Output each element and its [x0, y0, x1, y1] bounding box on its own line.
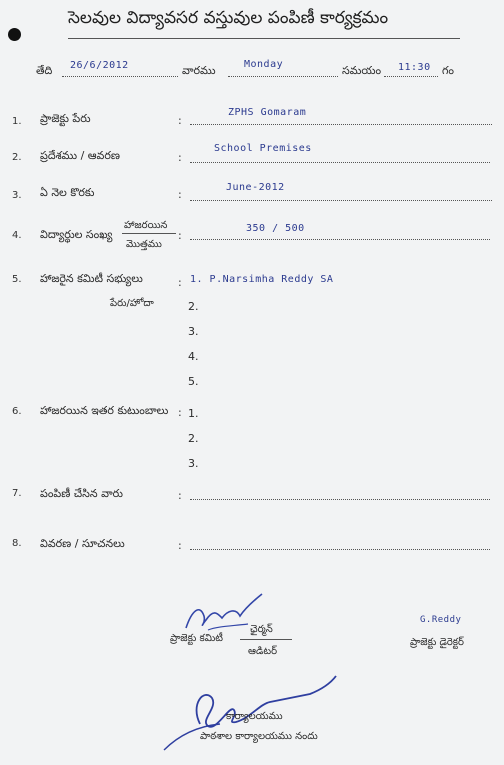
time-suffix: గం — [442, 64, 454, 77]
day-line — [228, 76, 338, 77]
field-6-label: హాజరయిన ఇతర కుటుంబాలు — [40, 404, 169, 417]
field-5-colon: : — [178, 276, 182, 289]
chairman-label: ఛైర్మన్ — [250, 624, 273, 635]
committee-label: ప్రాజెక్టు కమిటీ — [170, 633, 223, 644]
office-sublabel: పాఠశాల కార్యాలయము నందు — [200, 731, 318, 742]
date-line — [62, 76, 178, 77]
field-8-line — [190, 549, 490, 550]
field-4-label: విద్యార్థుల సంఖ్య — [40, 228, 113, 241]
field-4-value: 350 / 500 — [246, 223, 305, 234]
field-7-label: పంపిణీ చేసిన వారు — [40, 487, 123, 500]
field-2-line — [190, 162, 490, 163]
title-underline — [68, 38, 460, 39]
date-label: తేది — [36, 64, 53, 77]
time-label: సమయం — [342, 64, 382, 77]
day-value: Monday — [244, 59, 284, 70]
parent-member-3: 3. — [188, 457, 199, 470]
parent-member-2: 2. — [188, 432, 199, 445]
field-4-line — [190, 239, 490, 240]
chairman-sublabel: ఆడిటర్ — [248, 646, 278, 657]
field-4-label-bottom: మొత్తము — [126, 239, 162, 250]
field-8-num: 8. — [12, 538, 22, 549]
parent-member-1: 1. — [188, 407, 199, 420]
field-4-num: 4. — [12, 230, 22, 241]
field-1-label: ప్రాజెక్టు పేరు — [40, 112, 91, 125]
time-value: 11:30 — [398, 62, 431, 73]
field-2-label: ప్రదేశము / ఆవరణ — [40, 149, 120, 162]
field-2-num: 2. — [12, 152, 22, 163]
field-4-fraction-line — [122, 233, 176, 234]
field-2-colon: : — [178, 151, 182, 164]
day-label: వారము — [182, 64, 216, 77]
field-8-label: వివరణ / సూచనలు — [40, 537, 125, 550]
field-1-colon: : — [178, 114, 182, 127]
field-5-num: 5. — [12, 274, 22, 285]
page-title: సెలవుల విద్యావసర వస్తువుల పంపిణీ కార్యక్రమం — [68, 8, 389, 28]
field-6-num: 6. — [12, 406, 22, 417]
field-3-colon: : — [178, 188, 182, 201]
time-line — [384, 76, 438, 77]
punch-hole — [8, 28, 21, 41]
field-4-colon: : — [178, 229, 182, 242]
office-label: కార్యాలయము — [226, 711, 283, 722]
field-1-num: 1. — [12, 116, 22, 127]
committee-member-5: 5. — [188, 375, 199, 388]
field-1-line — [190, 124, 492, 125]
field-1-value: ZPHS Gomaram — [228, 107, 307, 118]
field-2-value: School Premises — [214, 143, 312, 154]
field-7-line — [190, 499, 490, 500]
committee-member-2: 2. — [188, 300, 199, 313]
field-3-value: June-2012 — [226, 182, 285, 193]
director-label: ప్రాజెక్టు డైరెక్టర్ — [410, 637, 464, 648]
field-3-label: ఏ నెల కొరకు — [40, 186, 95, 199]
director-signature: G.Reddy — [420, 615, 462, 625]
field-3-num: 3. — [12, 190, 22, 201]
committee-member-1: 1. P.Narsimha Reddy SA — [190, 274, 334, 285]
date-value: 26/6/2012 — [70, 60, 129, 71]
field-8-colon: : — [178, 539, 182, 552]
field-5-sublabel: పేరు/హోదా — [110, 298, 154, 309]
committee-member-3: 3. — [188, 325, 199, 338]
field-7-colon: : — [178, 489, 182, 502]
field-7-num: 7. — [12, 488, 22, 499]
committee-member-4: 4. — [188, 350, 199, 363]
chairman-line — [240, 639, 292, 640]
field-4-label-top: హాజరయిన — [124, 220, 168, 231]
field-6-colon: : — [178, 406, 182, 419]
field-5-label: హాజరైన కమిటీ సభ్యులు — [40, 272, 143, 285]
field-3-line — [190, 200, 492, 201]
